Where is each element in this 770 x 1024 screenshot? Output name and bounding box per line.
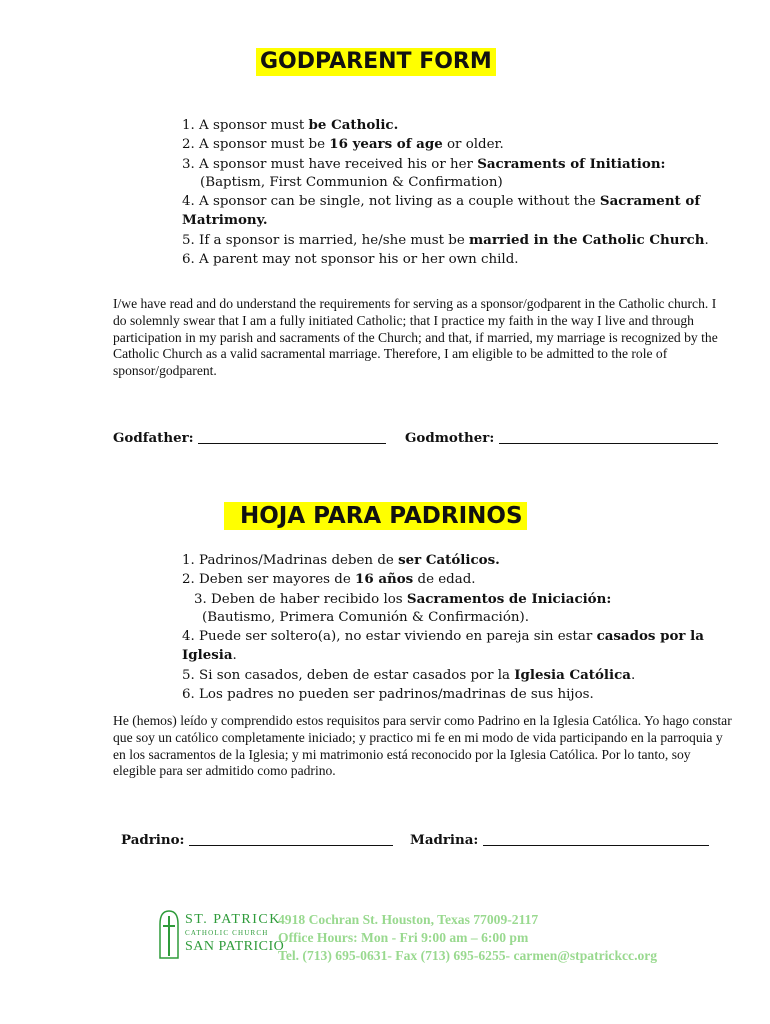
parish-logo xyxy=(156,908,285,960)
requirements-list-english xyxy=(182,116,742,269)
footer-contact xyxy=(278,911,657,965)
padrino-label: Padrino: xyxy=(121,832,185,848)
list-item: 6. A parent may not sponsor his or her own child. xyxy=(182,252,519,268)
godmother-label: Godmother: xyxy=(405,430,495,446)
footer-address: 4918 Cochran St. Houston, Texas 77009-2117 xyxy=(278,912,539,927)
godmother-signature xyxy=(405,430,718,446)
list-item: 4. Puede ser soltero(a), no estar viviendo en pareja sin estar casados por la Iglesia. xyxy=(182,628,704,664)
list-item: 2. A sponsor must be 16 years of age or older. xyxy=(182,136,504,153)
padrino-signature xyxy=(121,832,393,848)
logo-text-st-patrick: ST. PATRICK xyxy=(185,912,281,927)
list-item: 3. Deben de haber recibido los Sacramentos de Iniciación: (Bautismo, Primera Comunión & Confirmación). xyxy=(194,590,612,625)
godfather-signature xyxy=(113,430,386,446)
list-item: 3. A sponsor must have received his or her Sacraments of Initiation: (Baptism, First Communion & Confirmation) xyxy=(182,155,666,190)
list-item: 5. Si son casados, deben de estar casados por la Iglesia Católica. xyxy=(182,666,636,683)
madrina-signature-line[interactable] xyxy=(483,833,709,846)
padrino-signature-line[interactable] xyxy=(189,833,393,846)
madrina-label: Madrina: xyxy=(410,832,479,848)
godfather-signature-line[interactable] xyxy=(198,431,386,444)
logo-text-catholic-church: CATHOLIC CHURCH xyxy=(185,929,269,937)
list-item: 2. Deben ser mayores de 16 años de edad. xyxy=(182,571,476,588)
form-title-english: GODPARENT FORM xyxy=(256,48,496,76)
form-title-spanish: HOJA PARA PADRINOS xyxy=(224,502,527,530)
footer-hours: Office Hours: Mon - Fri 9:00 am – 6:00 pm xyxy=(278,930,529,945)
logo-text-san-patricio: SAN PATRICIO xyxy=(185,939,285,954)
list-item: 4. A sponsor can be single, not living as a couple without the Sacrament of Matrimony. xyxy=(182,193,701,229)
godmother-signature-line[interactable] xyxy=(499,431,718,444)
list-item: 5. If a sponsor is married, he/she must be married in the Catholic Church. xyxy=(182,231,709,248)
godfather-label: Godfather: xyxy=(113,430,194,446)
list-item: 1. Padrinos/Madrinas deben de ser Católicos. xyxy=(182,552,500,568)
statement-spanish: He (hemos) leído y comprendido estos requisitos para servir como Padrino en la Iglesia Católica. Yo hago constar que soy un católico completamente iniciado; y practico mi fe en mi modo de vida participando en la parroquia y en los sacramentos de la Iglesia; y mi matrimonio está reconocido por la Iglesia Católica. Por lo tanto, soy elegible para ser admitido como padrino. xyxy=(113,713,732,779)
statement-english: I/we have read and do understand the requirements for serving as a sponsor/godparent in the Catholic church. I do solemnly swear that I am a fully initiated Catholic; that I practice my faith in the way I live and through participation in my parish and sacraments of the Church; and that, if married, my marriage is recognized by the Catholic Church as a valid sacramental marriage. Therefore, I am eligible to be admitted to the role of sponsor/godparent. xyxy=(113,296,718,379)
list-item: 6. Los padres no pueden ser padrinos/madrinas de sus hijos. xyxy=(182,687,594,703)
madrina-signature xyxy=(410,832,709,848)
list-item: 1. A sponsor must be Catholic. xyxy=(182,117,399,133)
footer-contact-line: Tel. (713) 695-0631- Fax (713) 695-6255- carmen@stpatrickcc.org xyxy=(278,948,658,963)
cross-icon xyxy=(156,908,182,960)
requirements-list-spanish xyxy=(182,551,742,704)
